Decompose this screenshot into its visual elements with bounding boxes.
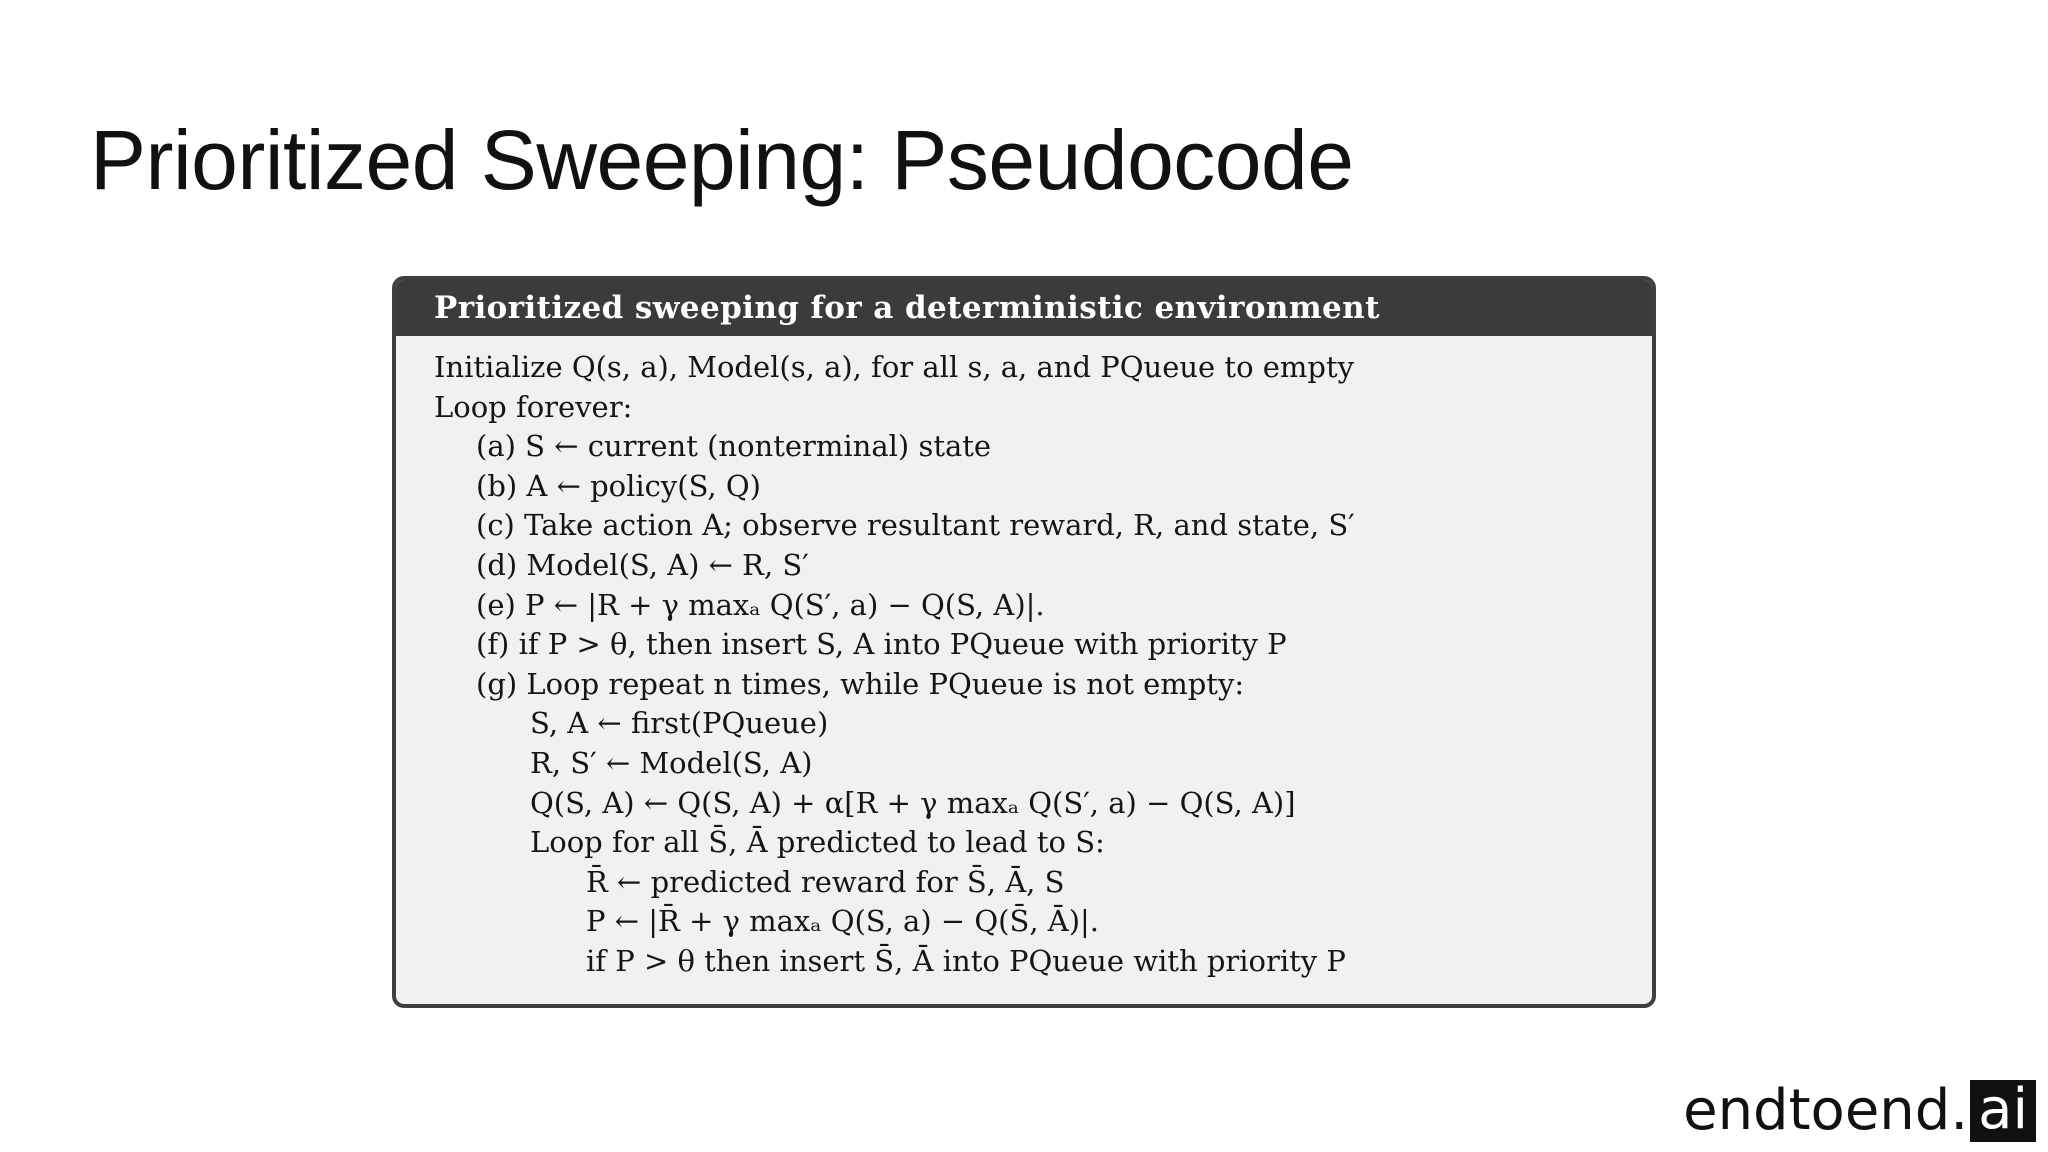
pseudocode-line: Initialize Q(s, a), Model(s, a), for all s, a, and PQueue to empty — [434, 350, 1355, 384]
pseudocode-line: (f) if P > θ, then insert S, A into PQueue with priority P — [476, 627, 1287, 662]
pseudocode-line: R, S′ ← Model(S, A) — [530, 745, 813, 780]
pseudocode-line: (e) P ← |R + γ maxₐ Q(S′, a) − Q(S, A)|. — [476, 587, 1045, 622]
pseudocode-line: S, A ← first(PQueue) — [530, 706, 829, 741]
pseudocode-line: Q(S, A) ← Q(S, A) + α[R + γ maxₐ Q(S′, a) − Q(S, A)] — [530, 785, 1296, 820]
pseudocode-line: (d) Model(S, A) ← R, S′ — [476, 547, 809, 582]
pseudocode-line: (b) A ← policy(S, Q) — [476, 468, 761, 503]
pseudocode-line: (c) Take action A; observe resultant reward, R, and state, S′ — [476, 508, 1355, 543]
pseudocode-line: (a) S ← current (nonterminal) state — [476, 429, 992, 464]
algorithm-header: Prioritized sweeping for a deterministic environment — [396, 280, 1652, 336]
logo-text: endtoend. — [1683, 1078, 1969, 1143]
logo-ai-box: ai — [1970, 1080, 2036, 1142]
pseudocode-line: (g) Loop repeat n times, while PQueue is not empty: — [476, 666, 1245, 701]
algorithm-body — [396, 336, 1652, 982]
pseudocode-line: R̄ ← predicted reward for S̄, Ā, S — [586, 864, 1065, 899]
algorithm-box — [392, 276, 1656, 1008]
endtoend-logo — [1683, 1077, 2036, 1143]
slide-title: Prioritized Sweeping: Pseudocode — [90, 113, 1354, 207]
pseudocode-line: P ← |R̄ + γ maxₐ Q(S, a) − Q(S̄, Ā)|. — [586, 904, 1100, 939]
pseudocode-line: Loop forever: — [434, 389, 633, 424]
pseudocode-line: if P > θ then insert S̄, Ā into PQueue with priority P — [586, 943, 1346, 978]
pseudocode-line: Loop for all S̄, Ā predicted to lead to S: — [530, 825, 1105, 860]
